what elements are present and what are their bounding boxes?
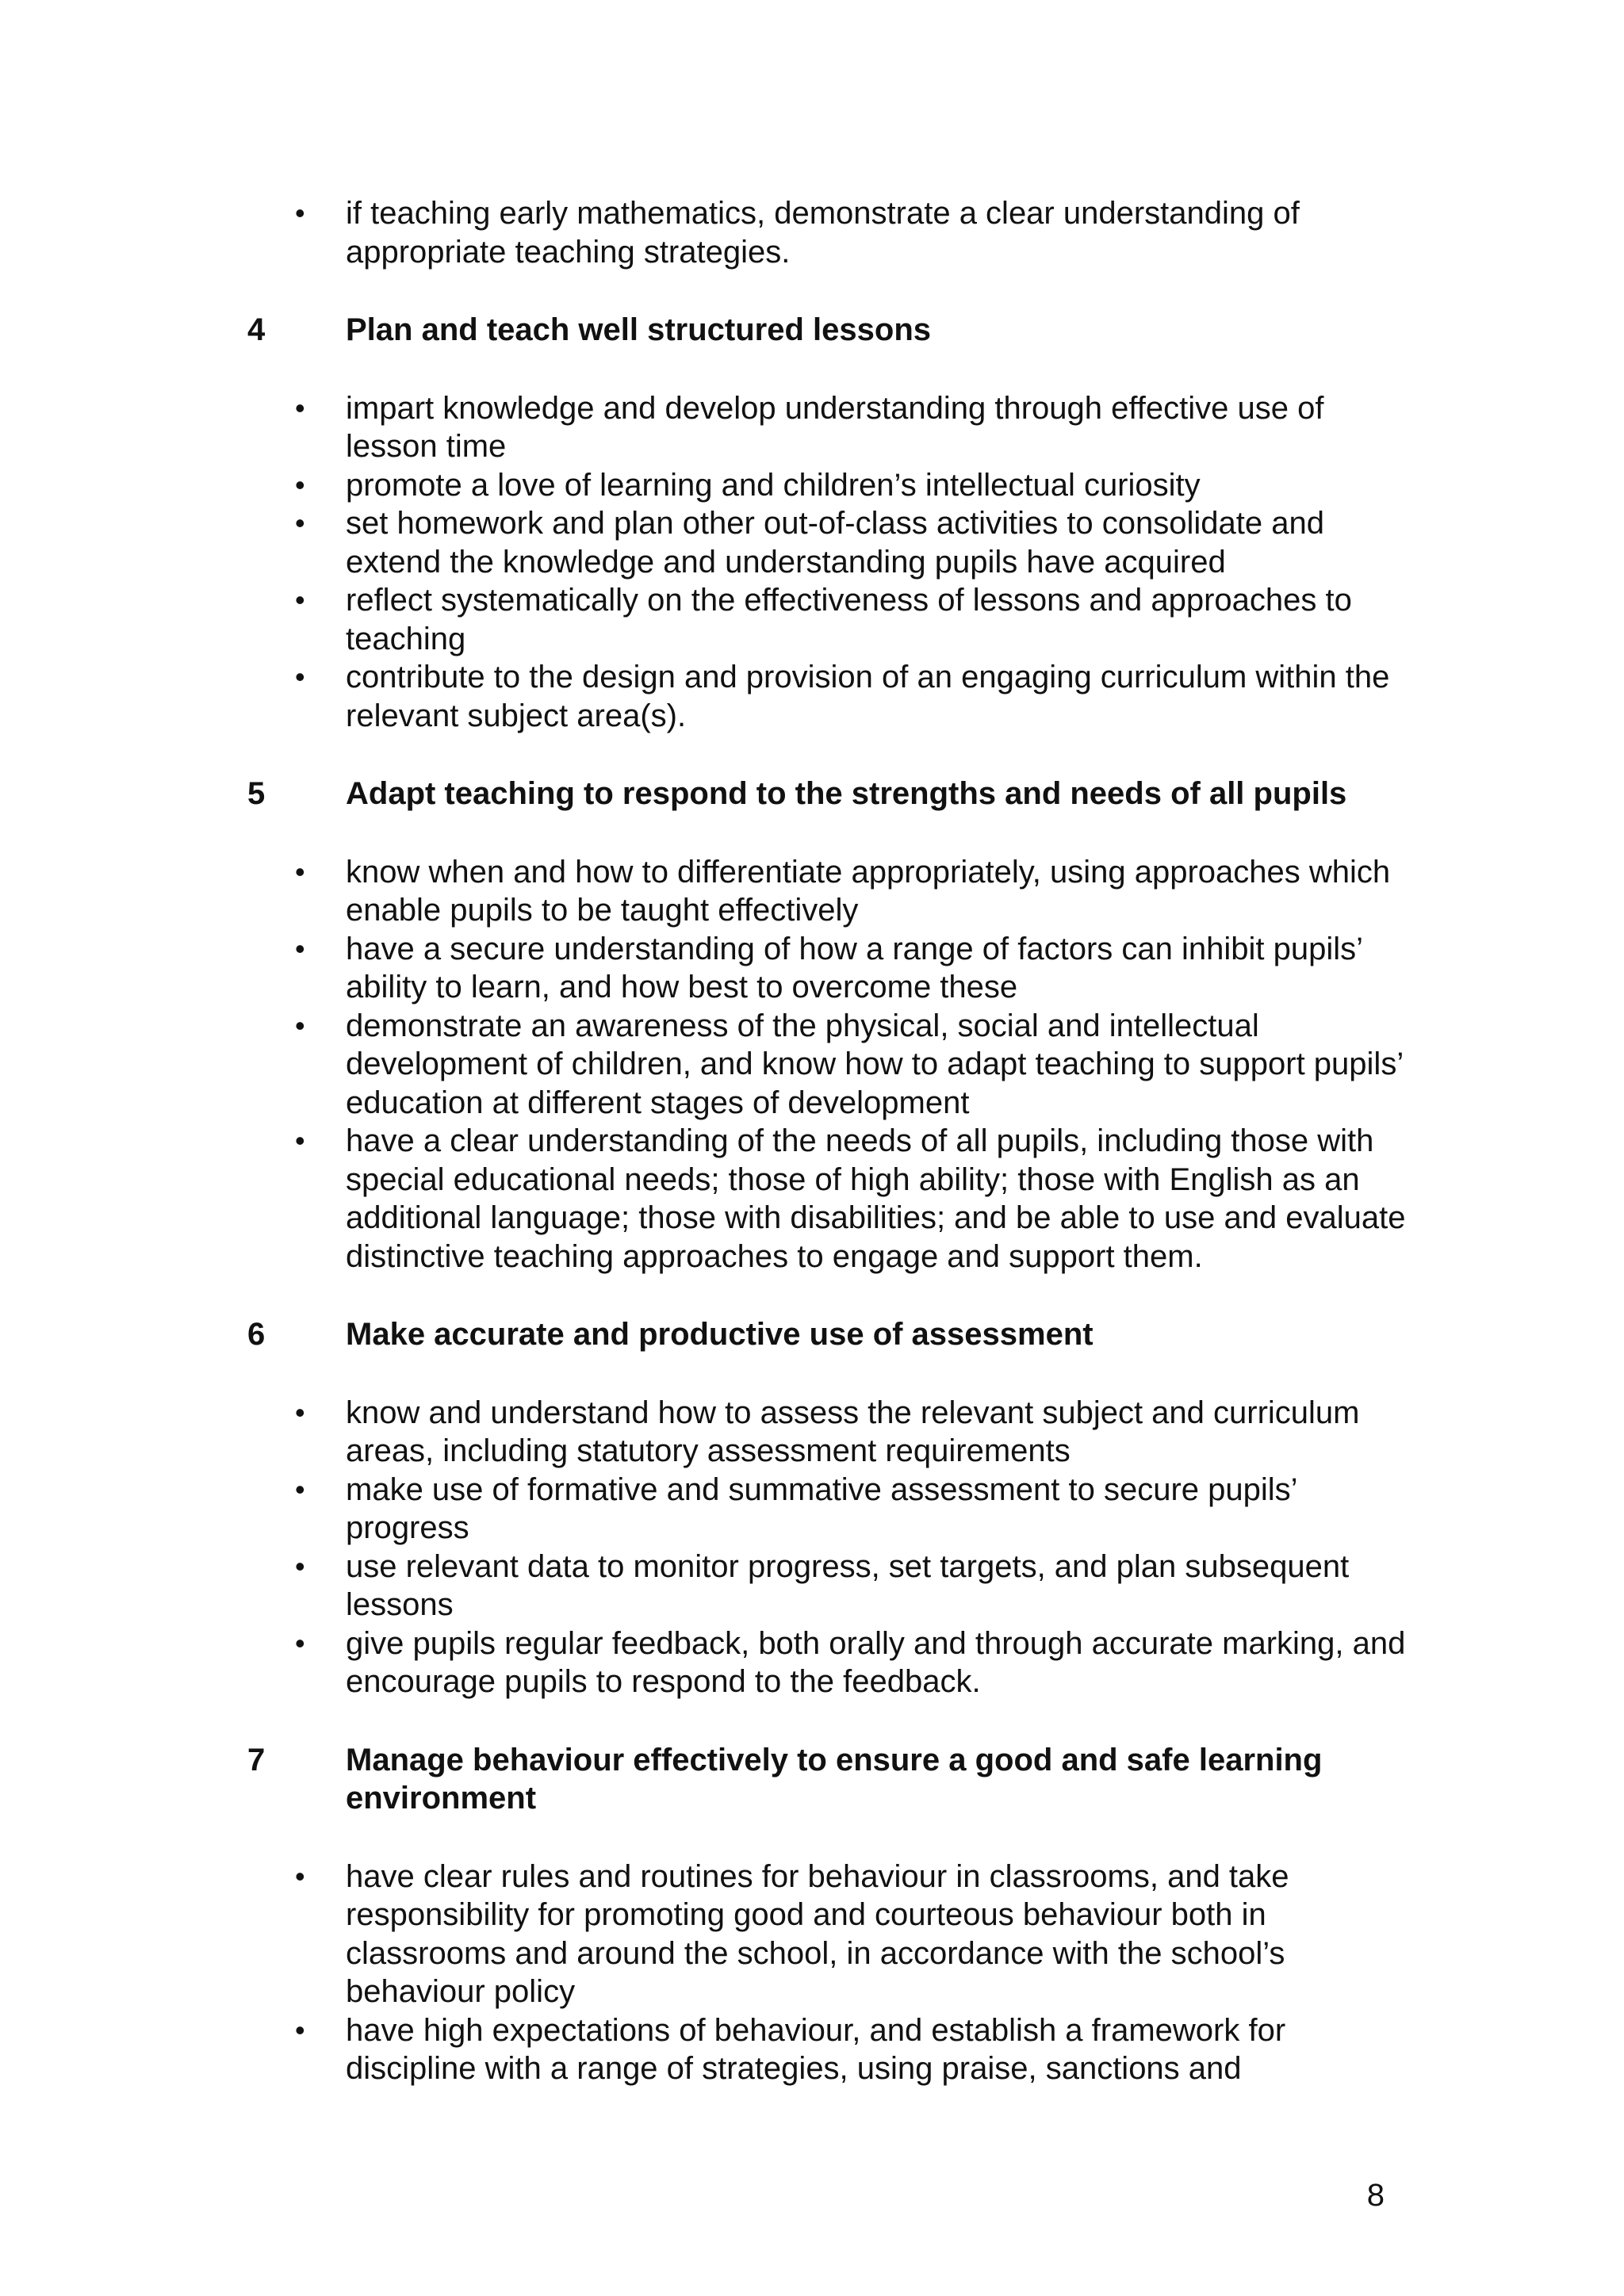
- list-item: [0, 581, 1408, 658]
- section-7: [0, 1741, 1624, 2088]
- list-item-text: reflect systematically on the effectiveness of lessons and approaches to teaching: [346, 583, 1352, 656]
- list-item-text: have high expectations of behaviour, and establish a framework for discipline with a range of strategies, using praise, sanctions and: [346, 2012, 1286, 2086]
- section-title: Make accurate and productive use of assessment: [346, 1317, 1094, 1352]
- list-item: [0, 466, 1408, 505]
- section-heading: [0, 1741, 1408, 1818]
- section-bullet-list: [0, 1394, 1624, 1701]
- list-item-text: impart knowledge and develop understanding through effective use of lesson time: [346, 390, 1324, 464]
- list-item: [0, 2011, 1408, 2088]
- bullet-icon: •: [295, 660, 305, 693]
- section-heading: [0, 311, 1408, 350]
- list-item: [0, 1471, 1408, 1548]
- section-bullet-list: [0, 853, 1624, 1276]
- bullet-icon: •: [295, 1472, 305, 1506]
- list-item: [0, 1394, 1408, 1471]
- bullet-icon: •: [295, 855, 305, 888]
- section-number: 5: [247, 776, 266, 811]
- list-item: [0, 504, 1408, 581]
- list-item: [0, 930, 1408, 1007]
- list-item-text: give pupils regular feedback, both orally and through accurate marking, and encourage pupils to respond to the feedback.: [346, 1625, 1406, 1699]
- list-item-text: make use of formative and summative assessment to secure pupils’ progress: [346, 1471, 1297, 1545]
- page-number: 8: [1366, 2178, 1385, 2213]
- bullet-icon: •: [295, 391, 305, 424]
- bullet-icon: •: [295, 932, 305, 965]
- bullet-icon: •: [295, 468, 305, 501]
- bullet-icon: •: [295, 1549, 305, 1582]
- bullet-icon: •: [295, 197, 305, 229]
- bullet-icon: •: [295, 1626, 305, 1659]
- section-number: 7: [247, 1742, 266, 1777]
- section-5: [0, 775, 1624, 1276]
- list-item-text: contribute to the design and provision of an engaging curriculum within the relevant subject area(s).: [346, 660, 1390, 733]
- list-item-text: know when and how to differentiate appropriately, using approaches which enable pupils to be taught effectively: [346, 854, 1391, 928]
- list-item: [0, 1122, 1408, 1276]
- list-item-text: promote a love of learning and children’s intellectual curiosity: [346, 467, 1201, 503]
- list-item: [0, 658, 1408, 735]
- bullet-icon: •: [295, 584, 305, 616]
- section-number: 6: [247, 1317, 266, 1352]
- section-title: Plan and teach well structured lessons: [346, 312, 932, 347]
- list-item-text: demonstrate an awareness of the physical, social and intellectual development of children, and know how to adapt teaching to support pupils’ education at different stages of development: [346, 1008, 1403, 1120]
- section-number: 4: [247, 312, 266, 347]
- intro-bullet-list: [0, 194, 1624, 271]
- section-bullet-list: [0, 389, 1624, 736]
- list-item: [0, 1548, 1408, 1624]
- bullet-icon: •: [295, 1859, 305, 1892]
- list-item-text: have a secure understanding of how a range of factors can inhibit pupils’ ability to learn, and how best to overcome these: [346, 931, 1362, 1004]
- list-item-text: have a clear understanding of the needs of all pupils, including those with special educational needs; those of high ability; those with English as an additional language; those with disabilities; and be able to use and evaluate distinctive teaching approaches to engage and support them.: [346, 1123, 1406, 1274]
- section-bullet-list: [0, 1858, 1624, 2088]
- list-item-text: have clear rules and routines for behaviour in classrooms, and take responsibility for promoting good and courteous behaviour both in classrooms and around the school, in accordance with the school’s behaviour policy: [346, 1858, 1289, 2009]
- bullet-icon: •: [295, 2013, 305, 2046]
- list-item-text: if teaching early mathematics, demonstrate a clear understanding of appropriate teaching strategies.: [346, 196, 1300, 270]
- section-heading: [0, 775, 1408, 813]
- section-4: [0, 311, 1624, 735]
- bullet-icon: •: [295, 1124, 305, 1157]
- page-content: [0, 194, 1624, 2088]
- bullet-icon: •: [295, 507, 305, 539]
- list-item-text: use relevant data to monitor progress, set targets, and plan subsequent lessons: [346, 1548, 1350, 1622]
- bullet-icon: •: [295, 1008, 305, 1042]
- list-item: [0, 389, 1408, 466]
- list-item: [0, 1007, 1408, 1123]
- list-item-text: know and understand how to assess the relevant subject and curriculum areas, including statutory assessment requirements: [346, 1395, 1360, 1468]
- list-item: [0, 1624, 1408, 1701]
- list-item-text: set homework and plan other out-of-class activities to consolidate and extend the knowledge and understanding pupils have acquired: [346, 506, 1325, 580]
- list-item: [0, 853, 1408, 930]
- section-title: Manage behaviour effectively to ensure a good and safe learning environment: [346, 1742, 1323, 1816]
- bullet-icon: •: [295, 1395, 305, 1429]
- section-6: [0, 1315, 1624, 1701]
- list-item: [0, 1858, 1408, 2011]
- section-title: Adapt teaching to respond to the strengths and needs of all pupils: [346, 776, 1347, 811]
- section-heading: [0, 1315, 1408, 1354]
- list-item: [0, 194, 1408, 271]
